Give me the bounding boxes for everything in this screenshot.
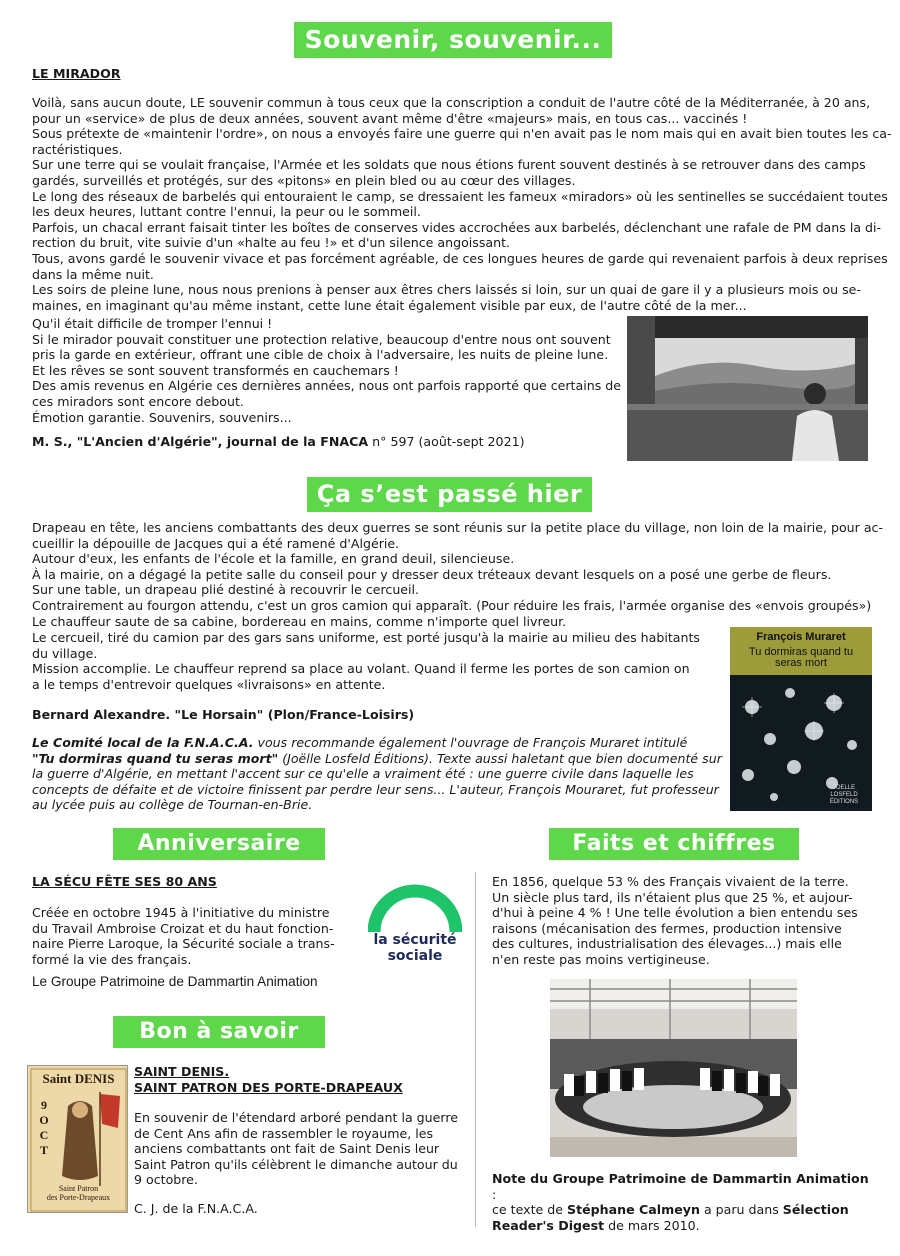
text-line: la guerre d'Algérie, en mettant l'accent sur ce qu'elle a vraiment été : une guerre civile dans laquelle les [32,766,694,782]
text-line: formé la vie des français. [32,951,192,967]
text-line: Des amis revenus en Algérie ces dernières années, nous ont parfois rapporté que certains de [32,378,622,394]
text-line: anciens combattants ont fait de Saint Denis leur [134,1141,440,1157]
banner-faits-et-chiffres: Faits et chiffres [549,828,799,860]
text-line: cueillir la dépouille de Jacques qui a été ramené d'Algérie. [32,535,400,551]
text-line: 9 octobre. [134,1172,198,1188]
text-line: d'hui à peine 4 % ! Une telle évolution a bien entendu ses [492,905,858,921]
text-line: Le long des réseaux de barbelés qui entouraient le camp, se dressaient les fameux «miradors» où les sentinelles se succédaient toutes [32,188,888,204]
note-text: ce texte de [492,1202,568,1218]
text-line: Le cercueil, tiré du camion par des gars sans uniforme, est porté jusqu'à la mairie au milieu des habitants [32,630,700,645]
column-divider [475,872,476,1227]
saint-denis-image [27,1065,128,1213]
text-line: a le temps d'entrevoir quelques «livraisons» en attente. [32,676,386,692]
banner-bon-a-savoir: Bon à savoir [113,1016,325,1048]
banner-ca-sest-passe-hier: Ça s’est passé hier [307,477,592,512]
saint-denis-text [134,1110,464,1188]
text-line: C [39,1128,49,1142]
secu-heading: LA SÉCU FÊTE SES 80 ANS [32,874,217,889]
secu-text [32,905,360,967]
mirador-text-wide [32,95,892,313]
text-line: Et les rêves se sont souvent transformés en cauchemars ! [32,362,399,378]
text-line: Émotion garantie. Souvenirs, souvenirs... [32,409,292,425]
text-line: 9 [41,1098,47,1112]
text-line: Saint Patron qu'ils célèbrent le dimanche autour du [134,1156,458,1172]
text-line: Mission accomplie. Le chauffeur reprend sa place au volant. Quand il ferme les portes de son camion on [32,661,690,677]
text-line: raisons (mécanisation des fermes, production intensive [492,920,842,936]
text-line: n'en reste pas moins vertigineuse. [492,951,710,967]
mirador-signature [32,434,622,450]
text-line: naire Pierre Laroque, la Sécurité sociale a trans- [32,936,335,952]
reco-committee: Le Comité local de la F.N.A.C.A. [32,735,254,750]
text-line: À la mairie, on a dégagé la petite salle du conseil pour y dresser deux tréteaux devant lesquels on a posé une gerbe de fleurs. [32,566,832,582]
text-line: les deux heures, luttant contre l'ennui, la peur ou le sommeil. [32,204,421,220]
faits-text [492,874,872,968]
text-line: Parfois, un chacal errant faisait tinter les boîtes de conserves vides accrochées aux barbelés, déclenchant une rafale de PM dans la di- [32,219,882,235]
mirador-text-narrow [32,316,622,425]
text-line: du Travail Ambroise Croizat et du haut fonction- [32,920,334,936]
text-line: Sur une terre qui se voulait française, l'Armée et les soldats que nous étions furent souvent destinés à se retrouver dans des camps [32,157,866,173]
faits-note [492,1171,872,1233]
text-line: Un siècle plus tard, ils n'étaient plus que 25 %, et aujour- [492,889,853,905]
reco-publisher: (Joëlle Losfeld Éditions). Texte aussi haletant que bien documenté sur [278,750,722,766]
note-colon: : [492,1186,497,1202]
note-text-2: a paru dans [699,1202,783,1218]
text-line: O [39,1113,49,1127]
mirador-signature-source: M. S., "L'Ancien d'Algérie", journal de la FNACA [32,434,369,449]
banner-souvenir: Souvenir, souvenir... [294,22,612,58]
hier-signature: Bernard Alexandre. "Le Horsain" (Plon/France-Loisirs) [32,707,415,722]
text-line: Voilà, sans aucun doute, LE souvenir commun à tous ceux que la conscription a conduit de l'autre côté de la Méditerranée, à 20 ans, [32,95,871,110]
text-line: au lycée puis au collège de Tournan-en-Brie. [32,797,313,813]
securite-sociale-logo [368,882,462,970]
text-line: de Cent Ans afin de rassembler le royaume, les [134,1125,434,1141]
text-line: Si le mirador pouvait constituer une protection relative, beaucoup d'entre nous ont souvent [32,331,611,347]
text-line: maines, en imaginant qu'au même instant, cette lune était également visible par eux, de l'autre côté de la mer... [32,297,747,313]
text-line: rection du bruit, vite suivie d'un «halte au feu !» et d'un silence angoissant. [32,235,511,251]
text-line: Les soirs de pleine lune, nous nous prenions à penser aux êtres chers laissés si loin, sur un quai de gare il y a plusieurs mois ou se- [32,282,861,298]
mirador-photo [627,316,868,461]
book-publisher: JOELLE LOSFELD ÉDITIONS [829,785,859,805]
text-line: Créée en octobre 1945 à l'initiative du ministre [32,905,330,920]
saint-denis-heading: SAINT DENIS. SAINT PATRON DES PORTE-DRAPEAUX [134,1064,403,1095]
reco-intro: vous recommande également l'ouvrage de François Muraret intitulé [253,735,688,750]
text-line: ces miradors sont encore debout. [32,393,244,409]
text-line: concepts de défaite et de victoire finissent par perdre leur sens... L'auteur, François Mouraret, fut professeur [32,781,719,797]
text-line: T [39,1143,48,1157]
mirador-article [32,66,872,82]
text-line: ractéristiques. [32,141,123,157]
note-date: de mars 2010. [604,1217,700,1233]
book-title: Tu dormiras quand tu seras mort [748,646,854,669]
saint-denis-image-caption: Saint Patron des Porte-Drapeaux [46,1184,111,1202]
text-line: gardés, surveillés et protégés, sur des «pitons» en plein bled ou au cœur des villages. [32,172,576,188]
text-line: dans la même nuit. [32,266,154,282]
note-group: Note du Groupe Patrimoine de Dammartin Animation [492,1171,869,1186]
text-line: Sur une table, un drapeau plié destiné à recouvrir le cercueil. [32,582,420,598]
mirador-signature-issue: n° 597 (août-sept 2021) [368,434,525,449]
text-line: des cultures, industrialisation des élevages...) mais elle [492,936,842,952]
text-line: En souvenir de l'étendard arboré pendant la guerre [134,1110,458,1125]
text-line: Sous prétexte de «maintenir l'ordre», on nous a envoyés faire une guerre qui n'en avait pas le nom mais qui en avait bien toutes les ca- [32,126,892,142]
note-magazine-1: Sélection [782,1202,849,1218]
hier-text-wide [32,520,884,629]
text-line: Le chauffeur saute de sa cabine, bordereau en mains, comme n'importe quel livreur. [32,613,567,629]
reco-book-title: "Tu dormiras quand tu seras mort" [32,750,279,766]
banner-anniversaire: Anniversaire [113,828,325,860]
note-author: Stéphane Calmeyn [567,1202,700,1218]
text-line: du village. [32,645,98,661]
milking-parlor-photo [550,979,797,1157]
hier-text-narrow [32,630,722,692]
text-line: Autour d'eux, les enfants de l'école et la famille, en grand deuil, silencieuse. [32,551,515,567]
text-line: Qu'il était difficile de tromper l'ennui ! [32,316,273,331]
saint-denis-date [36,1098,52,1158]
book-author: François Muraret [756,631,846,643]
text-line: En 1856, quelque 53 % des Français vivaient de la terre. [492,874,849,889]
text-line: Contrairement au fourgon attendu, c'est un gros camion qui apparaît. (Pour réduire les frais, l'armée organise des «envois groupés») [32,597,872,613]
mirador-heading: LE MIRADOR [32,66,121,81]
secu-logo-text: la sécurité sociale [373,932,457,964]
secu-signature: Le Groupe Patrimoine de Dammartin Animation [32,974,318,989]
saint-denis-image-title: Saint DENIS [42,1071,115,1086]
fnaca-recommendation [32,735,722,813]
text-line: Drapeau en tête, les anciens combattants des deux guerres se sont réunis sur la petite place du village, non loin de la mairie, pour ac- [32,520,884,535]
text-line: Tous, avons gardé le souvenir vivace et pas forcément agréable, de ces longues heures de garde qui revenaient parfois à deux reprises [32,250,888,266]
saint-denis-signature: C. J. de la F.N.A.C.A. [134,1201,258,1216]
text-line: pour un «service» de plus de deux années, souvent avant même d'être «majeurs» mais, en tous cas... vaccinés ! [32,110,748,126]
note-magazine-2: Reader's Digest [492,1217,605,1233]
text-line: pris la garde en extérieur, offrant une cible de choix à l'adversaire, les nuits de pleine lune. [32,347,609,363]
book-cover [730,627,872,811]
